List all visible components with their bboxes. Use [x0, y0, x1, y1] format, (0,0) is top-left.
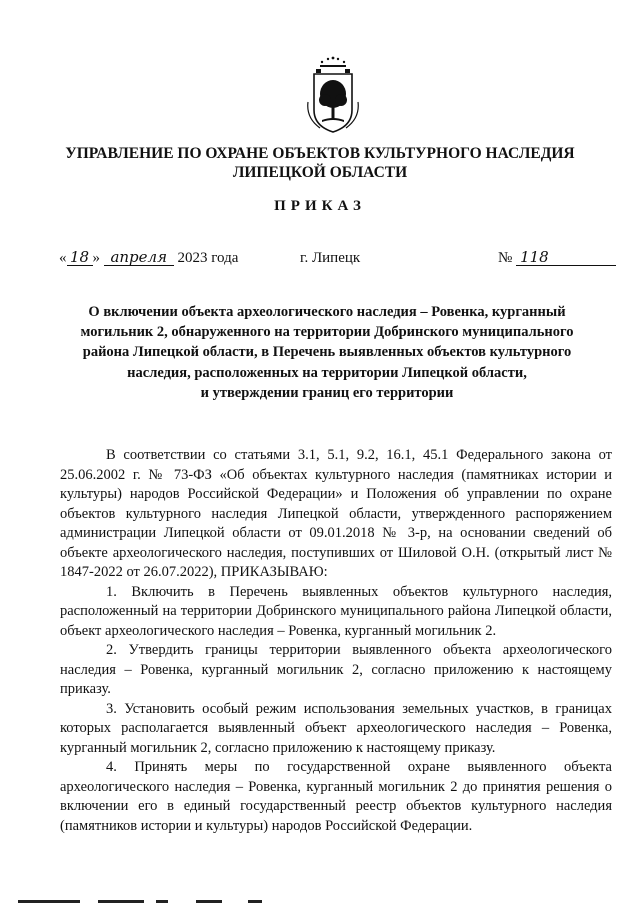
quote-open: «	[59, 250, 67, 266]
organization-name	[40, 144, 600, 182]
order-city: г. Липецк	[300, 250, 361, 266]
subject-line-3: района Липецкой области, в Перечень выявленных объектов культурного	[82, 344, 572, 361]
order-body	[60, 446, 612, 836]
order-number	[498, 250, 616, 267]
order-day: 18	[67, 250, 93, 266]
number-label: №	[498, 250, 513, 266]
subject-line-1: О включении объекта археологического наследия – Ровенка, курганный	[88, 304, 566, 320]
subject-line-4: наследия, расположенных на территории Липецкой области,	[127, 364, 527, 381]
document-type: ПРИКАЗ	[274, 198, 366, 214]
item-2-paragraph: 2. Утвердить границы территории выявленного объекта археологического наследия – Ровенка, курганный могильник 2, согласно приложению к настоящему приказу.	[60, 642, 612, 697]
page-bottom-edge-marks	[0, 900, 640, 904]
item-3-paragraph: 3. Установить особый режим использования земельных участков, в границах которых располагается выявленный объект археологического наследия – Ровенка, курганный могильник 2, согласно приложению к настоящему приказу.	[60, 700, 612, 756]
item-4-paragraph: 4. Принять меры по государственной охране выявленного объекта археологического наследия – Ровенка, курганный могильник 2 до принятия решения о включении его в единый государственный реестр объектов культурного наследия (памятников истории и культуры) народов Российской Федерации.	[60, 759, 612, 834]
subject-line-5: и утверждении границ его территории	[200, 384, 454, 401]
preamble-paragraph: В соответствии со статьями 3.1, 5.1, 9.2, 16.1, 45.1 Федерального закона от 25.06.2002 г. № 73-ФЗ «Об объектах культурного наследия (памятниках истории и культуры) народов Российской Федерации» и Положения об управлении по охране объектов культурного наследия Липецкой области, утвержденного распоряжением администрации Липецкой области от 09.01.2018 № 3-р, на основании сведений об объекте археологического наследия, поступивших от Шиловой О.Н. (открытый лист № 1847-2022 от 26.07.2022), ПРИКАЗЫВАЮ:	[60, 447, 612, 580]
number-value: 118	[516, 250, 616, 266]
subject-line-2: могильник 2, обнаруженного на территории Добринского муниципального	[80, 324, 574, 341]
organization-line-2: ЛИПЕЦКОЙ ОБЛАСТИ	[232, 164, 408, 181]
order-date	[59, 250, 238, 267]
organization-line-1: УПРАВЛЕНИЕ ПО ОХРАНЕ ОБЪЕКТОВ КУЛЬТУРНОГО НАСЛЕДИЯ	[65, 145, 575, 162]
item-1-paragraph: 1. Включить в Перечень выявленных объектов культурного наследия, расположенный на территории Добринского муниципального района Липецкой области, объект археологического наследия – Ровенка, курганный могильник 2.	[60, 583, 612, 639]
quote-close: »	[92, 250, 100, 266]
order-month: апреля	[104, 250, 174, 266]
order-subject	[62, 302, 592, 403]
coat-of-arms-icon	[302, 52, 364, 136]
order-year: 2023 года	[177, 250, 239, 266]
